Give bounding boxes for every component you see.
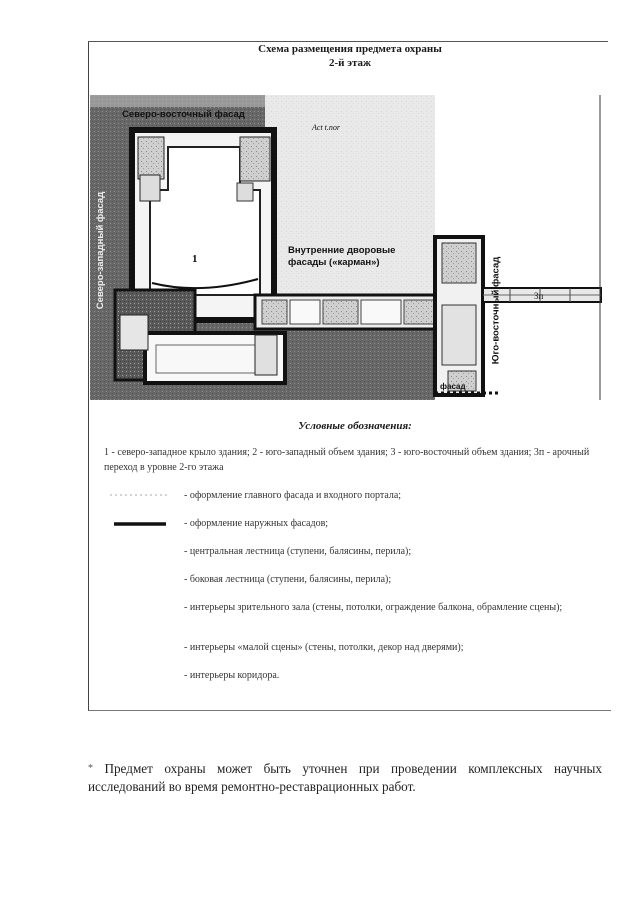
legend-item-auditorium-interiors: - интерьеры зрительного зала (стены, потолки, ограждение балкона, обрамление сцены);	[184, 602, 563, 613]
legend-item-side-staircase: - боковая лестница (ступени, балясины, перила);	[184, 574, 392, 585]
legend-item-small-stage-interiors: - интерьеры «малой сцены» (стены, потолки, декор над дверями);	[184, 642, 464, 653]
legend-item-central-staircase: - центральная лестница (ступени, балясины, перила);	[184, 546, 412, 557]
label-fasad-fragment: фасад	[440, 382, 466, 391]
room-north-a	[138, 137, 164, 179]
label-zone-1: 1	[192, 253, 198, 265]
thick-line-icon	[104, 516, 176, 530]
label-zone-3p: 3п	[534, 291, 544, 301]
legend-intro: 1 - северо-западное крыло здания; 2 - юго-западный объем здания; 3 - юго-восточный объем здания; 3п - арочный переход в уровне 2-го этажа	[104, 447, 590, 473]
handwritten-note: Act t.nor	[312, 123, 340, 132]
staircase-side	[237, 183, 253, 201]
label-southeast-facade: Юго-восточный фасад	[490, 256, 502, 365]
footnote	[88, 760, 602, 796]
legend-title: Условные обозначения:	[298, 420, 412, 432]
legend-item-corridor-interiors: - интерьеры коридора.	[184, 670, 280, 681]
label-northwest-facade: Северо-западный фасад	[95, 191, 107, 310]
scheme-title-line2: 2-й этаж	[328, 57, 372, 69]
dotted-line-icon	[104, 488, 176, 502]
room-north-b	[140, 175, 160, 201]
scheme-title-line1: Схема размещения предмета охраны	[258, 43, 442, 55]
room-north-c	[240, 137, 270, 181]
legend-item-main-facade: - оформление главного фасада и входного портала;	[104, 488, 604, 518]
floor-plan	[90, 95, 608, 400]
label-inner-courtyard: Внутренние дворовые фасады («карман»)	[288, 245, 396, 268]
label-northeast-facade: Северо-восточный фасад	[122, 109, 245, 120]
legend-item-outer-facades: - оформление наружных фасадов;	[104, 516, 604, 546]
scheme-title	[100, 42, 600, 70]
footnote-text: Предмет охраны может быть уточнен при проведении комплексных научных исследований во время ремонтно-реставрационных работ.	[88, 761, 603, 794]
footnote-star: *	[88, 763, 93, 774]
